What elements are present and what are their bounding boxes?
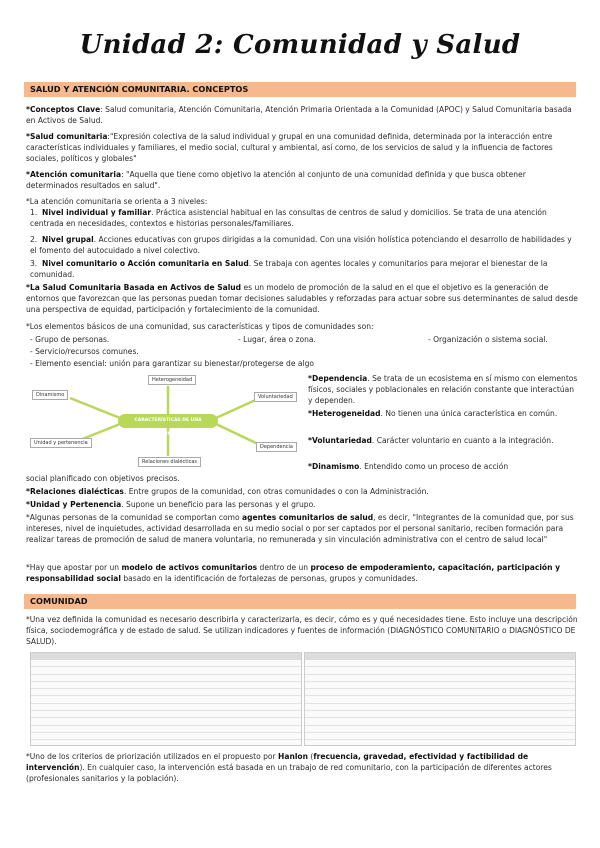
table-row: [305, 704, 575, 711]
text-modelo-e: basado en la identificación de fortalezas de personas, grupos y comunidades.: [120, 574, 418, 583]
table-row: [305, 660, 575, 667]
text-dinamismo: . Entendido como un proceso de acción: [359, 462, 509, 471]
text-nivel-2: . Acciones educativas con grupos dirigidas a la comunidad. Con una visión holística potenciando el desarrollo de habilidades y el fomento del autocuidado a nivel colectivo.: [30, 235, 572, 255]
table-row: [305, 675, 575, 682]
table-row: [305, 696, 575, 703]
label-empoderamiento: proceso de empoderamiento, capacitación, participación y responsabilidad social: [26, 563, 561, 583]
list-item-nivel-1: [30, 207, 578, 229]
label-nivel-1: Nivel individual y familiar: [42, 208, 152, 217]
text-hanlon-a: *Uno de los criterios de priorización utilizados en el propuesto por: [26, 752, 279, 761]
page-title: Unidad 2: Comunidad y Salud: [79, 30, 521, 60]
text-relaciones: . Entre grupos de la comunidad, con otras comunidades o con la Administración.: [123, 487, 429, 496]
paragraph-hanlon: [26, 751, 578, 784]
label-atencion-comunitaria: *Atención comunitaria: [26, 170, 122, 179]
diagram-center: CARACTERÍSTICAS DE UNA COMUNIDAD: [118, 414, 218, 428]
table-header: [305, 653, 575, 660]
table-row: [31, 711, 301, 718]
paragraph-diagnostico: *Una vez definida la comunidad es necesario describirla y caracterizarla, es decir, cómo es y qué necesidades tiene. Esto incluye una descripción física, sociodemográfica y de estado de salud. Se utilizan indicadores y fuentes de información (DIAGNÓSTICO COMUNITARIO o DIAGNÓSTICO DE SALUD).: [26, 615, 578, 646]
text-salud-comunitaria: :"Expresión colectiva de la salud individual y grupal en una comunidad definida, determinada por la interacción entre características individuales y familiares, el medio social, cultural y ambiental, así como, de los servicios de salud y la influencia de factores sociales, políticos y globales": [26, 132, 553, 163]
table-row: [305, 667, 575, 674]
list-item-elemento-1: - Grupo de personas.: [30, 335, 110, 344]
list-item-nivel-2: [30, 234, 578, 256]
table-row: [31, 733, 301, 740]
paragraph-heterogeneidad: [308, 408, 578, 419]
paragraph-modelo-activos: [26, 562, 578, 584]
label-activos-salud: *La Salud Comunitaria Basada en Activos de Salud: [26, 283, 242, 292]
label-voluntariedad: *Voluntariedad: [308, 436, 372, 445]
table-row: [31, 696, 301, 703]
text-activos-salud: es un modelo de promoción de la salud en el que el objetivo es la generación de entornos que favorezcan que las personas puedan tomar decisiones saludables y reforzadas para actuar sobre sus determinantes de salud desde una perspectiva de equidad, participación y fortalecimiento de la comunidad.: [26, 283, 578, 314]
label-conceptos: *Conceptos Clave: [26, 105, 101, 114]
text-agentes: , es decir, "Integrantes de la comunidad que, por sus intereses, nivel de inquietudes, actividad desarrollada en su medio social o por ser captados por el personal sanitario, reciben formación para realizar tareas de promoción de salud de manera voluntaria, no remunerada y sin vinculación administrativa con el centro de salud local": [26, 513, 574, 544]
diagram-node-bottom: Relaciones dialécticas: [138, 457, 201, 467]
paragraph-conceptos: [26, 104, 578, 126]
indicators-table-image-right: [304, 652, 576, 746]
paragraph-dinamismo: [308, 461, 578, 472]
table-row: [31, 660, 301, 667]
text-heterogeneidad: . No tienen una única característica en común.: [380, 409, 558, 418]
text-modelo-a: *Hay que apostar por un: [26, 563, 122, 572]
list-number: 2.: [30, 235, 38, 244]
text-agentes-intro: *Algunas personas de la comunidad se comportan como: [26, 513, 243, 522]
list-item-elemento-2: - Lugar, área o zona.: [238, 335, 316, 344]
section-heading-comunidad: COMUNIDAD: [24, 594, 576, 609]
label-nivel-2: Nivel grupal: [42, 235, 94, 244]
paragraph-relaciones: [26, 486, 578, 497]
paragraph-activos-salud: [26, 282, 578, 315]
paragraph-elementos: *Los elementos básicos de una comunidad, sus características y tipos de comunidades son:: [26, 322, 374, 331]
label-unidad: *Unidad y Pertenencia: [26, 500, 122, 509]
table-row: [305, 682, 575, 689]
table-row: [305, 733, 575, 740]
paragraph-salud-comunitaria: [26, 131, 578, 164]
label-modelo-activos: modelo de activos comunitarios: [121, 563, 258, 572]
text-voluntariedad: . Carácter voluntario en cuanto a la integración.: [371, 436, 554, 445]
diagram-node-bottom-right: Dependencia: [256, 442, 297, 452]
text-dependencia: . Se trata de un ecosistema en sí mismo con elementos físicos, sociales y poblacionales en relación constante que interactúan y dependen.: [308, 374, 578, 405]
table-row: [31, 718, 301, 725]
paragraph-dinamismo-cont: social planificado con objetivos precisos.: [26, 474, 180, 483]
label-salud-comunitaria: *Salud comunitaria: [26, 132, 108, 141]
diagram-node-bottom-left: Unidad y pertenencia: [30, 438, 92, 448]
label-hanlon-criterios: frecuencia, gravedad, efectividad y factibilidad de intervención: [26, 752, 529, 772]
paragraph-unidad: [26, 499, 578, 510]
text-unidad: . Supone un beneficio para las personas y el grupo.: [121, 500, 316, 509]
table-row: [31, 740, 301, 746]
section-heading-salud-atencion: SALUD Y ATENCIÓN COMUNITARIA. CONCEPTOS: [24, 82, 576, 97]
text-modelo-c: dentro de un: [257, 563, 311, 572]
label-agentes: agentes comunitarios de salud: [242, 513, 374, 522]
table-row: [305, 711, 575, 718]
label-relaciones: *Relaciones dialécticas: [26, 487, 124, 496]
table-row: [31, 726, 301, 733]
label-dependencia: *Dependencia: [308, 374, 368, 383]
table-row: [31, 704, 301, 711]
label-nivel-3: Nivel comunitario o Acción comunitaria en Salud: [42, 259, 249, 268]
text-nivel-3: . Se trabaja con agentes locales y comunitarios para mejorar el bienestar de la comunidad.: [30, 259, 548, 279]
table-row: [305, 726, 575, 733]
diagram-node-left: Dinamismo: [32, 390, 68, 400]
table-row: [31, 689, 301, 696]
text-nivel-1: . Práctica asistencial habitual en las consultas de centros de salud y domicilios. Se trata de una atención centrada en necesidades, contextos e historias personales/familiares.: [30, 208, 547, 228]
label-hanlon: Hanlon: [278, 752, 308, 761]
list-number: 3.: [30, 259, 38, 268]
diagram-node-right: Voluntariedad: [254, 392, 297, 402]
label-heterogeneidad: *Heterogeneidad: [308, 409, 381, 418]
text-hanlon-e: ). En cualquier caso, la intervención está basada en un trabajo de red comunitario, con la participación de diferentes actores (profesionales sanitarios y la población).: [26, 763, 552, 783]
list-item-elemento-3: - Organización o sistema social.: [428, 335, 548, 344]
table-row: [305, 689, 575, 696]
paragraph-voluntariedad: [308, 435, 578, 446]
paragraph-niveles-intro: *La atención comunitaria se orienta a 3 niveles:: [26, 197, 208, 206]
characteristics-diagram: [30, 372, 300, 472]
list-item-nivel-3: [30, 258, 578, 280]
text-conceptos: : Salud comunitaria, Atención Comunitaria, Atención Primaria Orientada a la Comunidad (APOC) y Salud Comunitaria basada en Activos de Salud.: [26, 105, 572, 125]
table-row: [31, 682, 301, 689]
table-row: [305, 718, 575, 725]
indicators-table-image-left: [30, 652, 302, 746]
paragraph-agentes: [26, 512, 578, 545]
table-row: [305, 740, 575, 746]
text-hanlon-c: (: [307, 752, 314, 761]
label-dinamismo: *Dinamismo: [308, 462, 360, 471]
paragraph-atencion-comunitaria: [26, 169, 578, 191]
table-row: [31, 667, 301, 674]
table-header: [31, 653, 301, 660]
list-number: 1.: [30, 208, 38, 217]
list-item-elemento-4: - Servicio/recursos comunes.: [30, 347, 139, 356]
table-row: [31, 675, 301, 682]
diagram-node-top: Heterogeneidad: [148, 375, 196, 385]
paragraph-dependencia: [308, 373, 578, 406]
list-item-elemento-5: - Elemento esencial: unión para garantizar su bienestar/protegerse de algo: [30, 359, 315, 368]
text-atencion-comunitaria: : "Aquella que tiene como objetivo la atención al conjunto de una comunidad definida y que busca obtener determinados resultados en salud".: [26, 170, 526, 190]
